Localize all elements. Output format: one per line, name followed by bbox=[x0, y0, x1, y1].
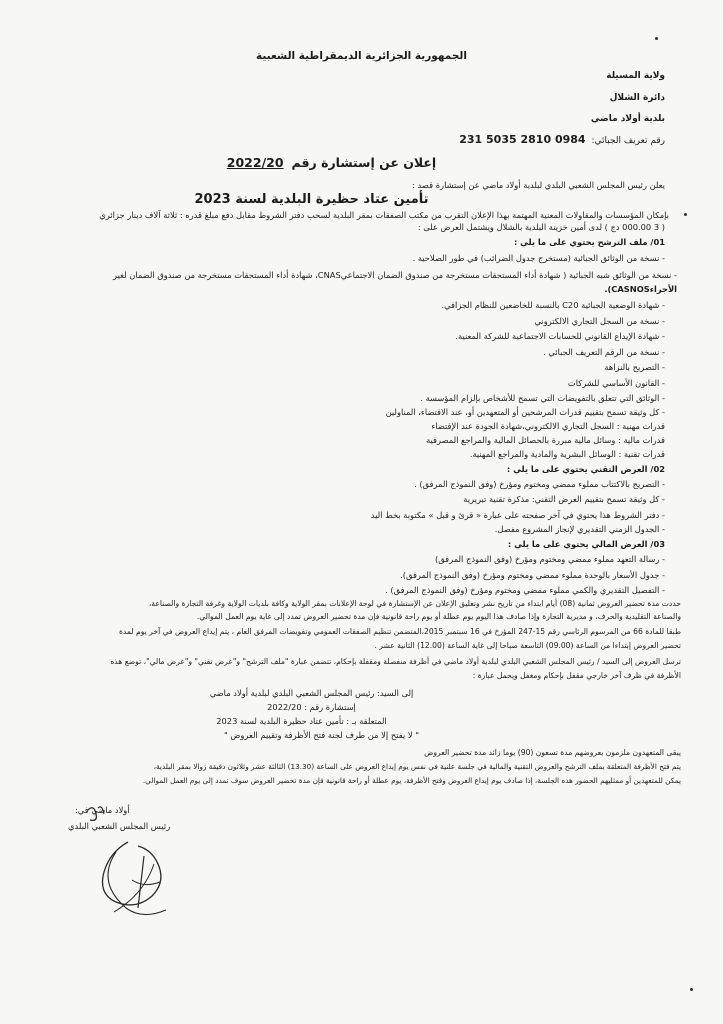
section1-item: - كل وثيقة تسمح بتقييم قدرات المرشحين أو المتعهدين أو، عند الاقتضاء، المناولين bbox=[385, 407, 665, 417]
section1-item: - نسخة من الوثائق الجبائية (مستخرج جدول الضرائب) في طور الصلاحية . bbox=[412, 253, 665, 263]
tax-id-value: 0984 2810 5035 231 bbox=[459, 133, 586, 146]
section2-item: - كل وثيقة تسمح بتقييم العرض التقني: مذكرة تقنية تبريرية bbox=[463, 494, 665, 504]
section1-item: - شهادة الإيداع القانوني للحسابات الاجتماعية للشركة المعنية. bbox=[455, 331, 665, 341]
signature-place: أولاد ماضي في: bbox=[75, 805, 130, 815]
section3-item: - جدول الأسعار بالوحدة مملوء ممضي ومختوم ومؤرخ (وفق النموذج المرفق). bbox=[400, 570, 665, 580]
section1-item: - شهادة الوضعية الجبائية C20 بالنسبة للخاضعين للنظام الجزافي. bbox=[441, 300, 665, 310]
subject-heading: تأمين عتاد حظيرة البلدية لسنة 2023 bbox=[194, 192, 429, 207]
section1-item: الأجراءCASNOS). bbox=[604, 284, 677, 294]
scan-speck bbox=[655, 37, 658, 40]
section1-item: - التصريح بالنزاهة bbox=[604, 362, 665, 372]
section1-item: - نسخة من الوثائق شبه الجبائية ( شهادة أداء المستحقات مستخرجة من صندوق الضمان الاجتماعيCNAS، شهادة أداء المستحقات مستخرجة من صندوق الضمان لغير bbox=[113, 270, 677, 280]
signature-stroke bbox=[138, 856, 144, 908]
section1-item: - الوثائق التي تتعلق بالتفويضات التي تسمح للأشخاص بإلزام المؤسسة . bbox=[420, 393, 665, 403]
daira-label: دائرة الشلال bbox=[609, 93, 665, 103]
commune-label: بلدية أولاد ماضي bbox=[590, 114, 665, 124]
body-line: الأظرفة في ظرف آخر خارجي مقفل بإحكام ومغفل ويحمل عبارة : bbox=[472, 671, 681, 680]
scan-speck bbox=[684, 213, 687, 216]
section2-title: 02/ العرض التقني يحتوي على ما يلي : bbox=[506, 464, 665, 474]
scan-speck bbox=[690, 988, 693, 991]
section1-item: - نسخة من الرقم التعريف الجبائي . bbox=[543, 347, 665, 357]
signature-stroke bbox=[88, 808, 96, 821]
section1-title: 01/ ملف الترشح يحتوي على ما يلي : bbox=[513, 237, 665, 247]
tax-id-label: رقم تعريف الجبائي: bbox=[591, 136, 665, 146]
consultation-number: 2022/20 bbox=[226, 155, 284, 170]
section2-item: - التصريح بالاكتتاب مملوء ممضي ومختوم ومؤرخ (وفق النموذج المرفق) . bbox=[414, 479, 665, 489]
wilaya-label: ولاية المسيلة bbox=[606, 71, 665, 81]
body-line: تحضير العروض إبتداءا من الساعة (09.00) التاسعة صباحا إلى غاية الساعة (12.00) الثانية عشر . bbox=[374, 641, 681, 650]
announcement-title-text: إعلان عن إستشارة رقم bbox=[291, 155, 437, 170]
section3-title: 03/ العرض المالي يحتوي على ما يلي : bbox=[507, 539, 665, 549]
announcement-title bbox=[0, 155, 693, 170]
envelope-to: إلى السيد: رئيس المجلس الشعبي البلدي لبلدية أولاد ماضي bbox=[209, 688, 414, 698]
tax-id-row bbox=[459, 133, 665, 146]
intro-line2: بإمكان المؤسسات والمقاولات المعنية المهتمة بهذا الإعلان التقرب من مكتب الصفقات بمقر البلدية لسحب دفتر الشروط مقابل دفع مبلغ قدره : ثلاثة آلاف دينار جزائري bbox=[99, 210, 669, 220]
envelope-warning: " لا يفتح إلا من طرف لجنة فتح الأظرفة وتقييم العروض " bbox=[223, 730, 420, 740]
signature-stroke bbox=[98, 807, 104, 814]
handwritten-signature bbox=[58, 790, 198, 950]
closing-line: يمكن للمتعهدين أو ممثليهم الحضور هده الجلسة، إذا صادف يوم إيداع العروض وفتح الأظرفة، يوم عطلة أو راحة قانونية فإن مدة تحضير العروض سوف تمدد إلى يوم العمل الموالي. bbox=[142, 776, 681, 785]
signature-title: رئيس المجلس الشعبي البلدي bbox=[68, 821, 171, 831]
section1-item: - القانون الأساسي للشركات bbox=[567, 378, 665, 388]
body-line: طبقا للمادة 66 من المرسوم الرئاسي رقم 15-247 المؤرخ في 16 سبتمبر 2015،المتضمن تنظيم الصفقات العمومي وتفويضات المرفق العام ، يتم إيداع العروض في آخر يوم لمدة bbox=[118, 627, 681, 636]
closing-line: يتم فتح الأظرفة المتعلقة بملف الترشح والعروض التقنية والمالية في جلسة علنية في نفس يوم إيداع العروض على الساعة (13.30) الثالثة عشر وثلاثون دقيقة زوالا بمقر البلدية، bbox=[153, 762, 681, 771]
section1-item: قدرات مالية : وسائل مالية مبررة بالحصائل المالية والمراجع المصرفية bbox=[426, 435, 665, 445]
envelope-consult: إستشارة رقم : 2022/20 bbox=[267, 702, 356, 712]
body-line: ترسل العروض إلى السيد / رئيس المجلس الشعبي البلدي لبلدية أولاد ماضي في أظرفة منفصلة ومقفلة بإحكام، تتضمن عبارة "ملف الترشح" و"عرض تقني" و"عرض مالي"، توضع هذه bbox=[110, 657, 681, 666]
intro-line3: ( 3 000.00 دج ) لدى أمين خزينة البلدية بالشلال ويشتمل العرض على : bbox=[417, 222, 665, 232]
section1-item: قدرات مهنية : السجل التجاري الالكتروني،شهادة الجودة عند الإقتضاء bbox=[431, 421, 665, 431]
section3-item: - التفصيل التقديري والكمي مملوء ممضي ومختوم ومؤرخ (وفق النموذج المرفق) . bbox=[385, 585, 665, 595]
republic-heading: الجمهورية الجزائرية الديمقراطية الشعبية bbox=[256, 50, 467, 62]
closing-line: يبقى المتعهدون ملزمون بعروضهم مدة تسعون (90) يوما زائد مدة تحضير العروض bbox=[424, 748, 681, 757]
section2-item: - دفتر الشروط هذا يحتوي في آخر صفحته على عبارة « قرئ و قبل » مكتوبة بخط اليد bbox=[370, 510, 665, 520]
section2-item: - الجدول الزمني التقديري لإنجاز المشروع مفصل. bbox=[494, 524, 665, 534]
intro-line1: يعلن رئيس المجلس الشعبي البلدي لبلدية أولاد ماضي عن إستشارة قصد : bbox=[412, 180, 665, 190]
section3-item: - رسالة التعهد مملوء ممضي ومختوم ومؤرخ (وفق النموذج المرفق) bbox=[435, 554, 665, 564]
section1-item: قدرات تقنية : الوسائل البشرية والمادية والمراجع المهنية. bbox=[469, 449, 665, 459]
envelope-subject: المتعلقة بـ : تأمين عتاد حظيرة البلدية لسنة 2023 bbox=[216, 716, 387, 726]
section1-item: - نسخة من السجل التجاري الالكتروني bbox=[534, 316, 665, 326]
signature-stroke bbox=[103, 842, 161, 905]
body-line: حددت مدة تحضير العروض ثمانية (08) أيام ابتداء من تاريخ نشر وتعليق الإعلان عن الإستشارة في لوحة الإعلانات بمقر الولاية وكافة بلديات الولاية وغرفة التجارة والصناعة، bbox=[148, 599, 681, 608]
body-line: والصناعة التقليدية والحرف، و مديرية التجارة وإذا صادف هذا اليوم يوم عطلة أو يوم راحة قانونية فإن مدة تحضير العروض تمدد إلى غاية يوم العمل الموالي. bbox=[196, 612, 681, 621]
